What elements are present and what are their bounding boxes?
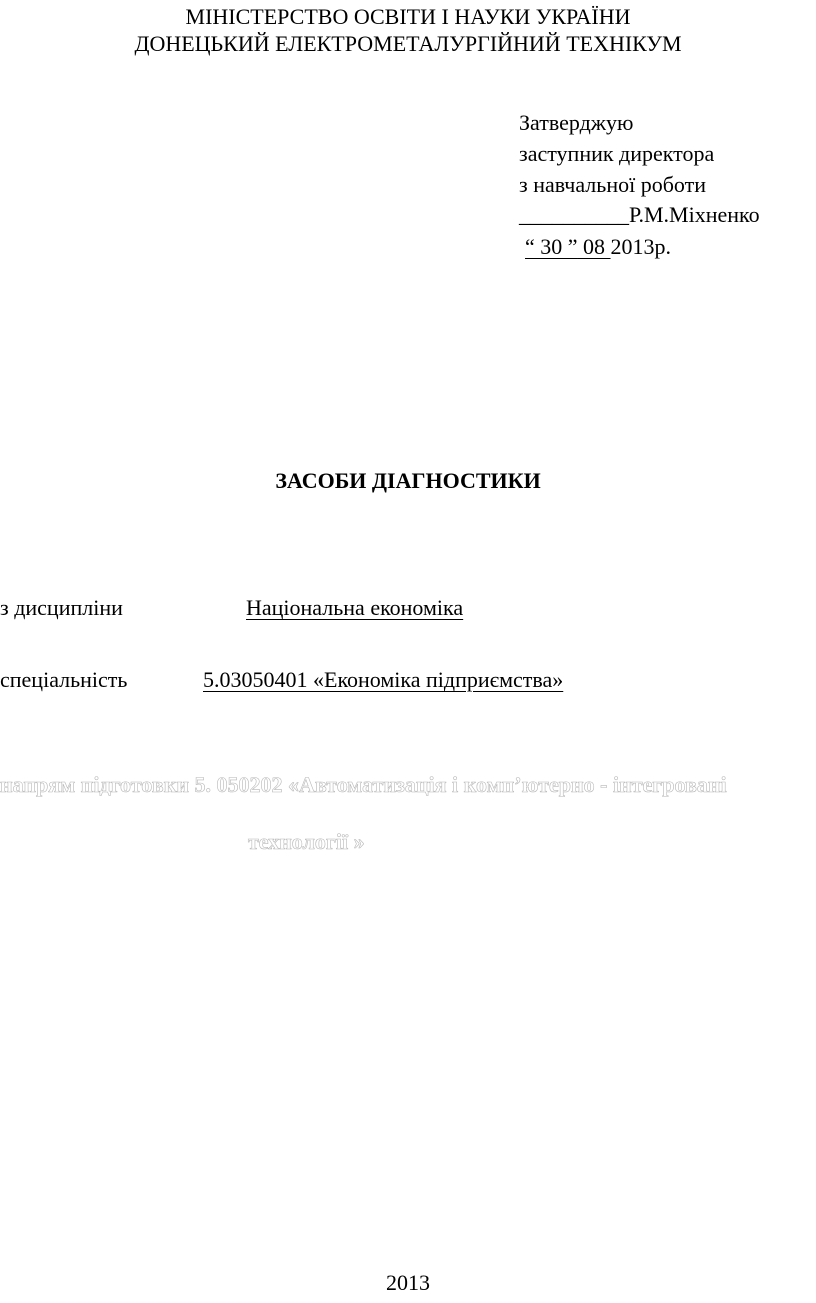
discipline-value: Національна економіка <box>246 595 464 620</box>
specialty-value: 5.03050401 «Економіка підприємства» <box>203 667 564 692</box>
approval-date-day: “ 30 ” <box>525 234 578 259</box>
training-direction-line2: технології » <box>248 829 365 854</box>
signature-line <box>519 200 760 230</box>
document-title: ЗАСОБИ ДІАГНОСТИКИ <box>275 468 541 493</box>
approver-position-line1: заступник директора <box>519 141 715 166</box>
signer-name: Р.М.Міхненко <box>629 202 760 227</box>
training-direction-line1: напрям підготовки 5. 050202 «Автоматизація і комп’ютерно - інтегровані <box>0 772 727 797</box>
approval-date-month: 08 <box>577 234 611 259</box>
institution-heading: ДОНЕЦЬКИЙ ЕЛЕКТРОМЕТАЛУРГІЙНИЙ ТЕХНІКУМ <box>134 31 682 56</box>
approval-date-year: 2013р. <box>610 234 672 259</box>
discipline-label: з дисципліни <box>0 595 123 620</box>
document-year: 2013 <box>386 1270 430 1295</box>
approver-position-line2: з навчальної роботи <box>519 172 706 197</box>
ministry-heading: МІНІСТЕРСТВО ОСВІТИ І НАУКИ УКРАЇНИ <box>185 4 631 29</box>
approval-date <box>525 232 671 262</box>
signature-blank: __________ <box>519 202 629 227</box>
approval-label: Затверджую <box>519 110 634 135</box>
specialty-label: спеціальність <box>0 667 128 692</box>
